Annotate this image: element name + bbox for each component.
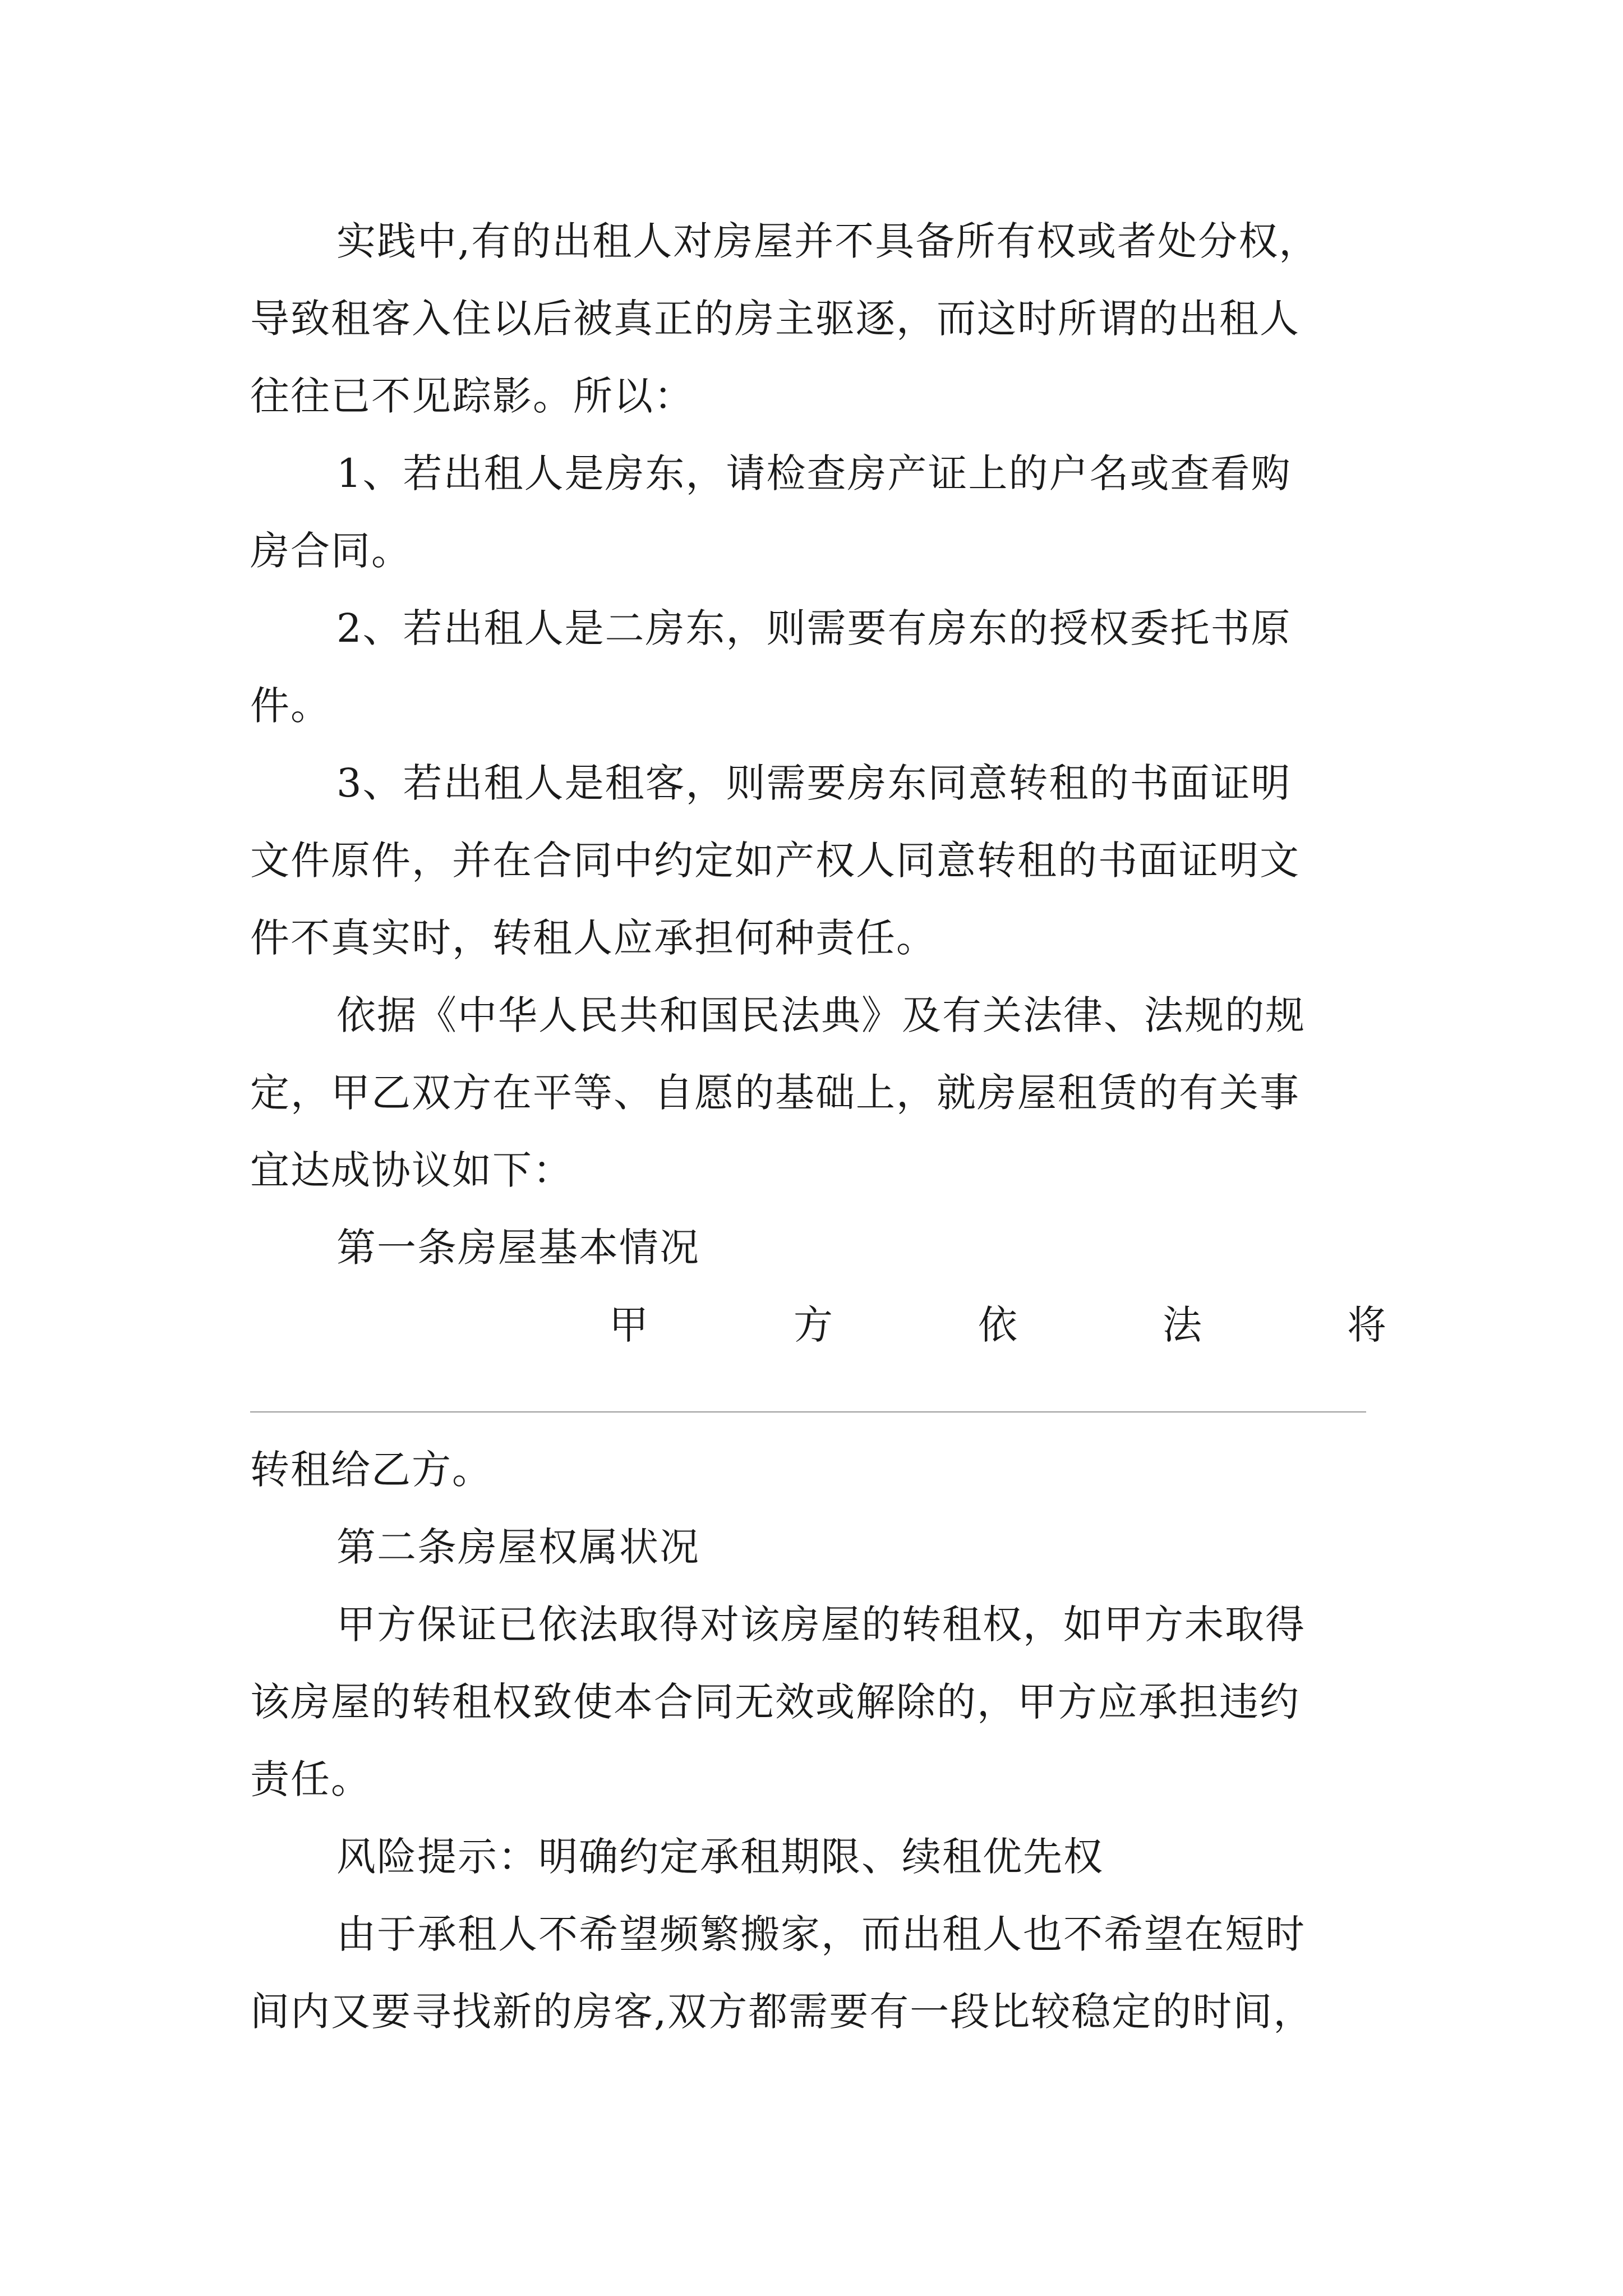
text-line: 文件原件，并在合同中约定如产权人同意转租的书面证明文 <box>250 838 1300 884</box>
text-char: 方 <box>794 1302 833 1348</box>
text-line: 3、若出租人是租客，则需要房东同意转租的书面证明 <box>336 760 1292 806</box>
fill-in-blank-line <box>250 1411 1366 1412</box>
text-line: 定，甲乙双方在平等、自愿的基础上，就房屋租赁的有关事 <box>250 1070 1300 1116</box>
text-char: 依 <box>978 1302 1017 1348</box>
text-line: 由于承租人不希望频繁搬家，而出租人也不希望在短时 <box>336 1911 1306 1957</box>
section-heading: 第一条房屋基本情况 <box>336 1225 700 1271</box>
text-line: 依据《中华人民共和国民法典》及有关法律、法规的规 <box>336 992 1306 1038</box>
text-char: 法 <box>1163 1302 1202 1348</box>
text-line: 1、若出租人是房东，请检查房产证上的户名或查看购 <box>336 450 1292 496</box>
text-line: 往往已不见踪影。所以： <box>250 373 694 419</box>
text-char: 甲 <box>609 1302 648 1348</box>
risk-tip-heading: 风险提示：明确约定承租期限、续租优先权 <box>336 1834 1104 1880</box>
text-line: 宜达成协议如下： <box>250 1147 573 1193</box>
text-line: 责任。 <box>250 1756 371 1802</box>
text-line: 间内又要寻找新的房客,双方都需要有一段比较稳定的时间， <box>250 1989 1314 2035</box>
justified-line <box>250 1300 1386 1350</box>
text-line: 实践中,有的出租人对房屋并不具备所有权或者处分权， <box>336 218 1320 264</box>
text-line: 2、若出租人是二房东，则需要有房东的授权委托书原 <box>336 605 1292 651</box>
text-line: 件不真实时，转租人应承担何种责任。 <box>250 915 937 961</box>
text-line: 导致租客入住以后被真正的房主驱逐，而这时所谓的出租人 <box>250 296 1300 342</box>
text-line: 转租给乙方。 <box>250 1447 492 1493</box>
text-line: 房合同。 <box>250 528 412 574</box>
section-heading: 第二条房屋权属状况 <box>336 1524 700 1570</box>
text-char: 将 <box>1347 1302 1386 1348</box>
text-line: 件。 <box>250 683 331 729</box>
text-line: 甲方保证已依法取得对该房屋的转租权，如甲方未取得 <box>336 1602 1306 1648</box>
text-line: 该房屋的转租权致使本合同无效或解除的，甲方应承担违约 <box>250 1679 1300 1725</box>
